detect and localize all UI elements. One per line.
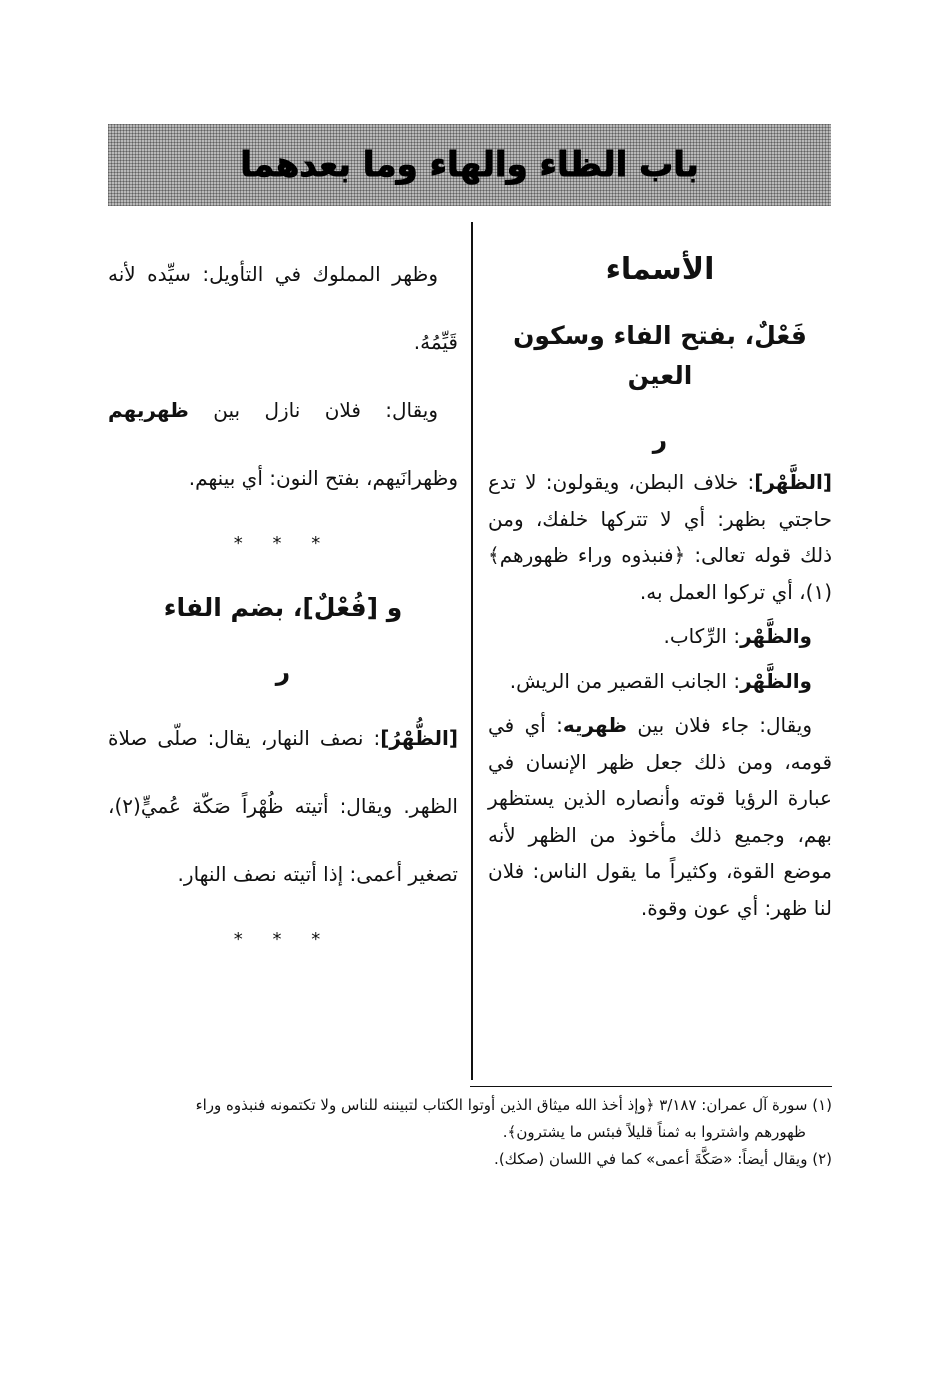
entry-text: وظهرانَيهم، بفتح النون: أي بينهم. (188, 466, 458, 490)
entry-lead: ويقال: فلان نازل بين (188, 398, 438, 422)
section-title: الأسماء (605, 252, 715, 287)
entry-text: : خلاف البطن، ويقولون: لا تدع حاجتي بظهر: أي لا تتركها خلفك، ومن ذلك قوله تعالى: ﴿فنبذوه وراء ظهورهم﴾(١)، أي تركوا العمل به. (488, 470, 832, 604)
entry-text: : الرِّكاب. (663, 624, 741, 648)
section-separator: * * * (233, 929, 333, 950)
entry-lead: ويقال: جاء فلان بين (627, 713, 812, 737)
entry-term: ظهريهم (108, 398, 189, 422)
entry-text: : الجانب القصير من الريش. (509, 668, 741, 693)
footnotes (108, 1092, 832, 1173)
right-column (488, 240, 832, 934)
entry-text: : أي في قومه، ومن ذلك جعل ظهر الإنسان في عبارة الرؤيا قوته وأنصاره الذين يستظهر بهم، وجميع ذلك مأخوذ من الظهر لأنه موضع القوة، وكثيراً ما يقول الناس: فلان لنا ظهر: أي عون وقوة. (488, 713, 832, 920)
chapter-title: باب الظاء والهاء وما بعدهما (240, 145, 699, 185)
entry-term: [الظُّهْرُ] (380, 726, 458, 750)
footnote-1: (١) سورة آل عمران: ٣/١٨٧ ﴿وإذ أخذ الله ميثاق الذين أوتوا الكتاب لتبيننه للناس ولا تكتمونه فنبذوه وراء (195, 1096, 832, 1114)
column-divider (471, 222, 473, 1080)
letter-heading: ر (275, 657, 291, 686)
footnote-1-continuation: ظهورهم واشتروا به ثمناً قليلاً فبئس ما يشترون﴾. (502, 1123, 806, 1141)
footnote-2: (٢) ويقال أيضاً: «صَكَّةَ أعمى» كما في اللسان (صكك). (494, 1150, 832, 1168)
entry-paragraph: وظهر المملوك في التأويل: سيِّده لأنه قَيِّمُهُ. (108, 262, 458, 354)
entry-text: : نصف النهار، يقال: صلّى صلاة الظهر. ويقال: أتيته ظُهْراً صَكّة عُميٍّ(٢)، تصغير أعمى: إذا أتيته نصف النهار. (108, 726, 458, 886)
letter-heading: ر (652, 425, 668, 454)
entry-term: والظَّهْر (740, 624, 812, 648)
footnote-rule (470, 1086, 832, 1087)
entry-paragraph (488, 618, 832, 655)
entry-paragraph (488, 663, 832, 700)
entry-term: والظَّهْر (740, 668, 812, 693)
entry-paragraph (488, 707, 832, 926)
chapter-banner (108, 124, 831, 206)
pattern-heading: فَعْلٌ، بفتح الفاء وسكون العين (513, 321, 807, 390)
entry-paragraph (108, 704, 458, 908)
section-separator: * * * (233, 533, 333, 554)
entry-term: ظهريه (562, 713, 628, 737)
left-column (108, 240, 458, 972)
entry-paragraph (108, 376, 458, 512)
entry-paragraph (488, 464, 832, 610)
entry-term: [الظَّهْر] (754, 470, 832, 494)
pattern-heading: و [فُعْلٌ]، بضم الفاء (163, 593, 403, 622)
